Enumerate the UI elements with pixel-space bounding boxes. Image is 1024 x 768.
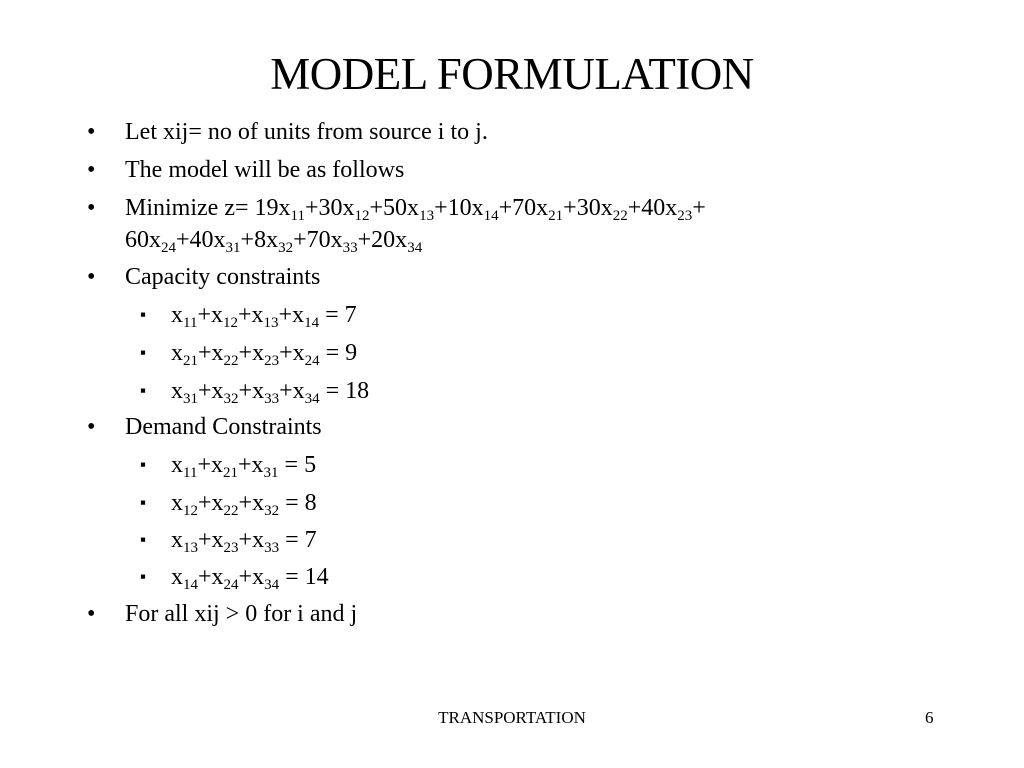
bullet-model-intro <box>87 155 405 185</box>
bullet-text: Let xij= no of units from source i to j. <box>125 119 488 145</box>
constraint-text: $x_{31}+x_{32}+x_{33}+x_{34} = 18$ <box>171 378 370 407</box>
demand-constraint-3 <box>140 525 317 556</box>
objective-continuation <box>125 225 422 255</box>
constraint-text: $x_{11}+x_{21}+x_{31} = 5$ <box>171 452 317 481</box>
bullet-text: For all xij > 0 for i and j <box>125 601 358 627</box>
page-number: 6 <box>925 708 934 727</box>
bullet-text: Capacity constraints <box>125 264 321 290</box>
sub-bullet-marker: ▪ <box>140 343 147 362</box>
constraint-text: $x_{12}+x_{22}+x_{32} = 8$ <box>171 490 317 519</box>
sub-bullet-marker: ▪ <box>140 381 147 400</box>
constraint-text: $x_{14}+x_{24}+x_{34} = 14$ <box>171 564 329 593</box>
constraint-text: $x_{13}+x_{23}+x_{33} = 7$ <box>171 527 317 556</box>
bullet-text: Demand Constraints <box>125 414 322 440</box>
sub-bullet-marker: ▪ <box>140 455 147 474</box>
capacity-constraint-1 <box>140 300 357 331</box>
demand-constraint-2 <box>140 488 317 519</box>
bullet-marker: • <box>87 195 96 221</box>
sub-bullet-marker: ▪ <box>140 493 147 512</box>
objective-line-2: $60x_{24}+40x_{31}+8x_{32}+70x_{33}+20x_{34}$ <box>125 227 423 256</box>
demand-constraint-1 <box>140 450 317 481</box>
constraint-text: $x_{21}+x_{22}+x_{23}+x_{24} = 9$ <box>171 340 358 369</box>
bullet-definition <box>87 117 488 147</box>
bullet-marker: • <box>87 601 96 627</box>
capacity-constraint-3 <box>140 376 370 407</box>
constraint-text: $x_{11}+x_{12}+x_{13}+x_{14} = 7$ <box>171 302 357 331</box>
sub-bullet-marker: ▪ <box>140 305 147 324</box>
demand-constraint-4 <box>140 562 329 593</box>
objective-line-1: Minimize $z= 19x_{11}+30x_{12}+50x_{13}+10x_{14}+70x_{21}+30x_{22}+40x_{23}+$ <box>125 195 706 224</box>
bullet-demand-heading <box>87 412 322 442</box>
footer-title: TRANSPORTATION <box>438 708 586 727</box>
capacity-constraint-2 <box>140 338 358 369</box>
bullet-marker: • <box>87 414 96 440</box>
bullet-marker: • <box>87 119 96 145</box>
bullet-marker: • <box>87 157 96 183</box>
bullet-text: The model will be as follows <box>125 157 405 183</box>
slide-title: MODEL FORMULATION <box>270 49 754 99</box>
bullet-objective <box>87 193 706 224</box>
sub-bullet-marker: ▪ <box>140 567 147 586</box>
sub-bullet-marker: ▪ <box>140 530 147 549</box>
bullet-marker: • <box>87 264 96 290</box>
bullet-capacity-heading <box>87 262 321 292</box>
bullet-nonnegativity <box>87 599 358 629</box>
